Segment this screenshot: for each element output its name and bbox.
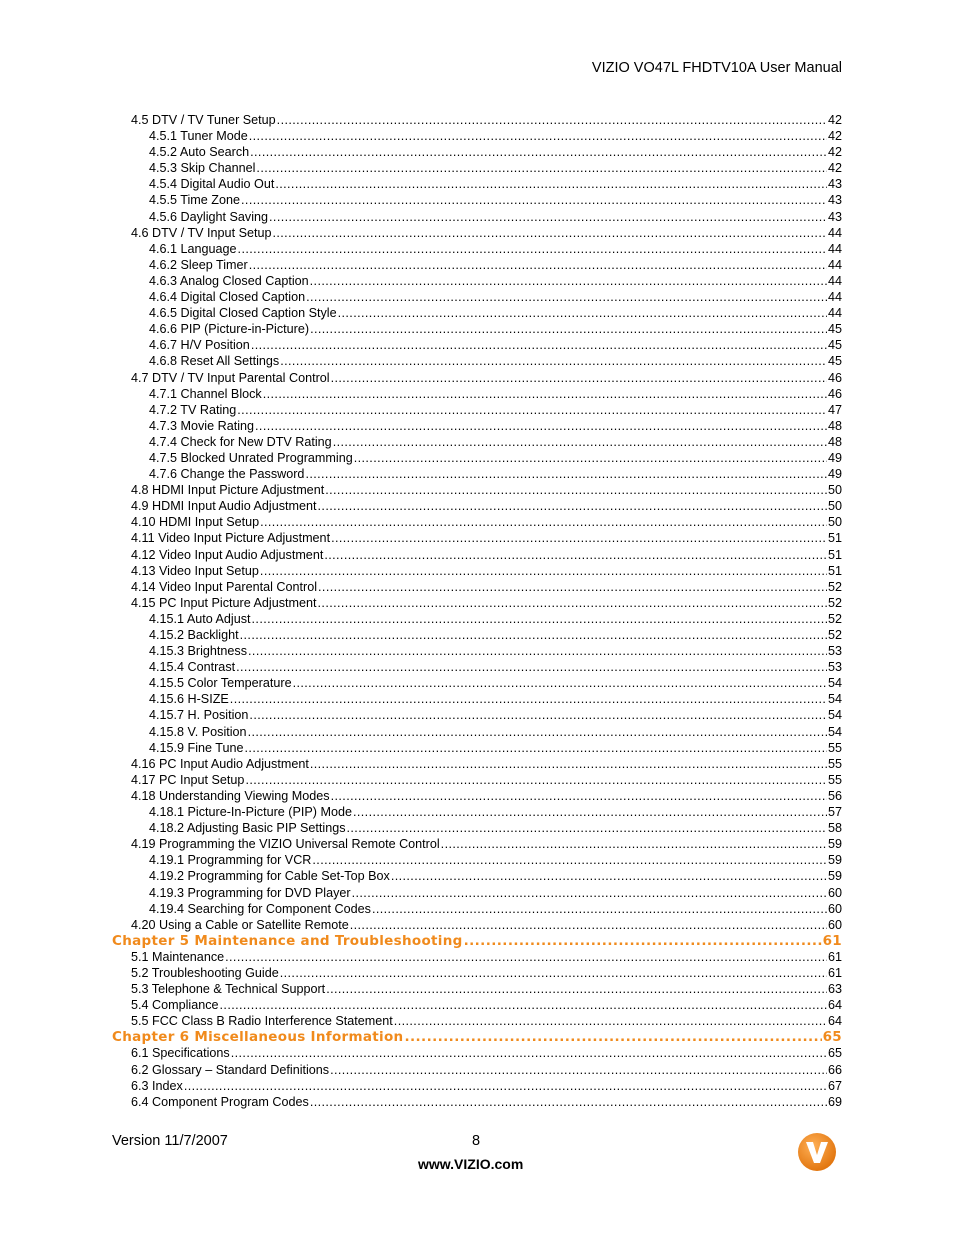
toc-leader-dots <box>352 885 827 901</box>
toc-entry[interactable] <box>112 370 842 386</box>
toc-leader-dots <box>256 160 827 176</box>
toc-entry-title: 4.15.7 H. Position <box>149 708 249 723</box>
toc-entry-page: 54 <box>827 708 842 723</box>
toc-entry[interactable] <box>112 225 842 241</box>
toc-entry[interactable] <box>112 836 842 852</box>
toc-leader-dots <box>245 772 827 788</box>
toc-entry-title: 4.7 DTV / TV Input Parental Control <box>131 370 330 385</box>
toc-entry-page: 60 <box>827 885 842 900</box>
toc-entry-title: 4.15.3 Brightness <box>149 644 248 659</box>
toc-entry-page: 44 <box>827 290 842 305</box>
toc-leader-dots <box>310 1094 827 1110</box>
toc-entry[interactable] <box>112 176 842 192</box>
toc-entry-title: Chapter 5 Maintenance and Troubleshooting <box>112 932 463 949</box>
toc-entry-page: 65 <box>822 1029 842 1046</box>
toc-entry-page: 65 <box>827 1046 842 1061</box>
toc-entry-title: 4.7.6 Change the Password <box>149 467 305 482</box>
toc-entry-title: 4.20 Using a Cable or Satellite Remote <box>131 917 349 932</box>
toc-entry-title: 4.5.5 Time Zone <box>149 193 241 208</box>
toc-entry-page: 44 <box>827 273 842 288</box>
toc-entry-title: 4.7.4 Check for New DTV Rating <box>149 434 332 449</box>
toc-entry[interactable] <box>112 691 842 707</box>
toc-entry-page: 52 <box>827 595 842 610</box>
toc-entry-title: 4.7.1 Channel Block <box>149 386 262 401</box>
toc-leader-dots <box>354 450 827 466</box>
toc-leader-dots <box>237 402 827 418</box>
toc-leader-dots <box>240 627 827 643</box>
toc-entry-title: 4.19.4 Searching for Component Codes <box>149 901 371 916</box>
toc-entry-title: 4.7.3 Movie Rating <box>149 418 255 433</box>
toc-leader-dots <box>260 514 827 530</box>
toc-entry-page: 69 <box>827 1094 842 1109</box>
toc-entry[interactable] <box>112 547 842 563</box>
toc-entry-page: 60 <box>827 901 842 916</box>
toc-entry[interactable] <box>112 965 842 981</box>
footer-url: www.VIZIO.com <box>418 1156 524 1172</box>
toc-leader-dots <box>305 466 827 482</box>
toc-entry-title: 4.13 Video Input Setup <box>131 563 259 578</box>
toc-entry-title: 6.3 Index <box>131 1078 183 1093</box>
toc-entry-title: 4.8 HDMI Input Picture Adjustment <box>131 483 325 498</box>
toc-entry-page: 66 <box>827 1062 842 1077</box>
toc-entry-page: 61 <box>827 965 842 980</box>
toc-entry-title: 4.6.6 PIP (Picture-in-Picture) <box>149 322 310 337</box>
toc-entry-title: 4.14 Video Input Parental Control <box>131 579 318 594</box>
toc-entry-page: 54 <box>827 724 842 739</box>
toc-entry-title: 4.17 PC Input Setup <box>131 772 245 787</box>
toc-entry-page: 61 <box>827 949 842 964</box>
toc-entry-page: 44 <box>827 241 842 256</box>
toc-entry-title: 4.6.8 Reset All Settings <box>149 354 280 369</box>
toc-entry[interactable] <box>112 273 842 289</box>
toc-leader-dots <box>404 1029 821 1045</box>
toc-leader-dots <box>260 563 827 579</box>
toc-entry[interactable] <box>112 418 842 434</box>
toc-entry-page: 60 <box>827 917 842 932</box>
toc-entry[interactable] <box>112 756 842 772</box>
toc-entry[interactable] <box>112 1045 842 1061</box>
toc-entry-page: 51 <box>827 547 842 562</box>
toc-entry-title: Chapter 6 Miscellaneous Information <box>112 1029 404 1046</box>
toc-entry-title: 4.5.2 Auto Search <box>149 145 250 160</box>
toc-entry-page: 55 <box>827 756 842 771</box>
toc-entry-page: 63 <box>827 982 842 997</box>
toc-entry-page: 53 <box>827 644 842 659</box>
toc-entry[interactable] <box>112 981 842 997</box>
toc-leader-dots <box>331 370 827 386</box>
toc-leader-dots <box>230 691 827 707</box>
toc-entry-page: 61 <box>822 932 842 949</box>
toc-entry[interactable] <box>112 289 842 305</box>
toc-leader-dots <box>249 707 827 723</box>
toc-entry-title: 4.5.3 Skip Channel <box>149 161 256 176</box>
toc-leader-dots <box>293 675 827 691</box>
toc-leader-dots <box>310 321 827 337</box>
toc-entry[interactable] <box>112 579 842 595</box>
toc-leader-dots <box>312 852 827 868</box>
toc-leader-dots <box>372 901 827 917</box>
toc-entry-page: 49 <box>827 450 842 465</box>
footer-page-number: 8 <box>472 1133 481 1149</box>
toc-entry-page: 51 <box>827 531 842 546</box>
toc-entry-page: 49 <box>827 467 842 482</box>
toc-entry[interactable] <box>112 804 842 820</box>
toc-entry-page: 53 <box>827 660 842 675</box>
toc-entry[interactable] <box>112 563 842 579</box>
toc-entry-page: 57 <box>827 805 842 820</box>
toc-entry-page: 64 <box>827 1014 842 1029</box>
toc-entry-page: 67 <box>827 1078 842 1093</box>
toc-leader-dots <box>277 112 827 128</box>
toc-entry-page: 45 <box>827 354 842 369</box>
toc-leader-dots <box>310 756 827 772</box>
toc-leader-dots <box>220 997 827 1013</box>
toc-leader-dots <box>263 386 827 402</box>
toc-entry[interactable] <box>112 788 842 804</box>
toc-entry[interactable] <box>112 112 842 128</box>
toc-entry-page: 42 <box>827 145 842 160</box>
toc-entry[interactable] <box>112 643 842 659</box>
toc-entry-title: 6.2 Glossary – Standard Definitions <box>131 1062 330 1077</box>
toc-chapter-entry[interactable] <box>112 933 842 949</box>
toc-entry-title: 4.6.4 Digital Closed Caption <box>149 290 306 305</box>
toc-entry[interactable] <box>112 128 842 144</box>
toc-entry-page: 50 <box>827 499 842 514</box>
toc-entry[interactable] <box>112 820 842 836</box>
toc-entry-page: 59 <box>827 869 842 884</box>
toc-leader-dots <box>231 1045 827 1061</box>
toc-entry[interactable] <box>112 868 842 884</box>
toc-entry[interactable] <box>112 772 842 788</box>
toc-leader-dots <box>184 1078 827 1094</box>
toc-leader-dots <box>252 611 827 627</box>
toc-entry-title: 4.15.2 Backlight <box>149 628 239 642</box>
toc-entry[interactable] <box>112 885 842 901</box>
toc-entry-page: 46 <box>827 370 842 385</box>
toc-entry-title: 4.5.6 Daylight Saving <box>149 209 269 224</box>
toc-leader-dots <box>318 498 827 514</box>
toc-entry-title: 4.5.4 Digital Audio Out <box>149 177 275 192</box>
toc-entry[interactable] <box>112 707 842 723</box>
toc-entry-title: 4.18 Understanding Viewing Modes <box>131 788 330 803</box>
toc-leader-dots <box>306 289 827 305</box>
toc-entry[interactable] <box>112 160 842 176</box>
toc-leader-dots <box>269 209 827 225</box>
toc-entry[interactable] <box>112 1094 842 1110</box>
toc-entry-title: 4.11 Video Input Picture Adjustment <box>131 531 331 546</box>
toc-leader-dots <box>391 868 827 884</box>
toc-leader-dots <box>331 788 827 804</box>
toc-entry[interactable] <box>112 192 842 208</box>
toc-entry[interactable] <box>112 1062 842 1078</box>
toc-entry[interactable] <box>112 901 842 917</box>
toc-leader-dots <box>338 305 827 321</box>
toc-entry-title: 5.2 Troubleshooting Guide <box>131 965 279 980</box>
toc-leader-dots <box>238 241 827 257</box>
toc-entry-page: 44 <box>827 306 842 321</box>
toc-entry[interactable] <box>112 659 842 675</box>
toc-entry[interactable] <box>112 241 842 257</box>
toc-leader-dots <box>236 659 827 675</box>
toc-entry[interactable] <box>112 627 842 643</box>
toc-entry-title: 4.6.1 Language <box>149 241 237 256</box>
toc-leader-dots <box>249 128 827 144</box>
toc-entry-page: 43 <box>827 193 842 208</box>
toc-entry[interactable] <box>112 611 842 627</box>
toc-leader-dots <box>333 434 827 450</box>
toc-entry-page: 55 <box>827 740 842 755</box>
toc-entry-page: 54 <box>827 676 842 691</box>
toc-entry-page: 50 <box>827 483 842 498</box>
toc-entry-page: 59 <box>827 837 842 852</box>
toc-leader-dots <box>255 418 827 434</box>
toc-entry[interactable] <box>112 724 842 740</box>
toc-leader-dots <box>280 353 827 369</box>
toc-entry-page: 52 <box>827 628 842 642</box>
toc-leader-dots <box>326 981 827 997</box>
toc-entry-title: 4.15 PC Input Picture Adjustment <box>131 595 317 610</box>
toc-leader-dots <box>245 740 827 756</box>
toc-entry-page: 51 <box>827 563 842 578</box>
document-header: VIZIO VO47L FHDTV10A User Manual <box>591 60 842 76</box>
toc-entry[interactable] <box>112 1013 842 1029</box>
toc-chapter-entry[interactable] <box>112 1029 842 1045</box>
toc-leader-dots <box>280 965 827 981</box>
toc-leader-dots <box>249 257 827 273</box>
toc-entry-page: 42 <box>827 113 842 127</box>
toc-entry-title: 4.6.2 Sleep Timer <box>149 257 248 272</box>
toc-leader-dots <box>324 547 827 563</box>
toc-leader-dots <box>330 1062 827 1078</box>
toc-entry[interactable] <box>112 530 842 546</box>
toc-entry[interactable] <box>112 305 842 321</box>
toc-entry[interactable] <box>112 209 842 225</box>
toc-entry[interactable] <box>112 386 842 402</box>
toc-entry[interactable] <box>112 1078 842 1094</box>
toc-entry-page: 55 <box>827 772 842 787</box>
toc-entry-page: 43 <box>827 209 842 224</box>
toc-entry[interactable] <box>112 402 842 418</box>
toc-leader-dots <box>394 1013 827 1029</box>
toc-entry[interactable] <box>112 321 842 337</box>
toc-entry-page: 52 <box>827 579 842 594</box>
toc-entry-title: 4.6.5 Digital Closed Caption Style <box>149 306 337 321</box>
toc-entry[interactable] <box>112 482 842 498</box>
toc-entry-page: 64 <box>827 998 842 1013</box>
toc-entry-page: 45 <box>827 338 842 353</box>
toc-entry[interactable] <box>112 949 842 965</box>
toc-entry[interactable] <box>112 353 842 369</box>
toc-entry-title: 5.3 Telephone & Technical Support <box>131 982 326 997</box>
toc-entry-page: 52 <box>827 611 842 626</box>
toc-entry-title: 4.5 DTV / TV Tuner Setup <box>131 113 276 127</box>
toc-entry-page: 56 <box>827 788 842 803</box>
toc-entry-title: 4.6 DTV / TV Input Setup <box>131 225 272 240</box>
toc-entry-title: 4.7.2 TV Rating <box>149 402 237 417</box>
toc-entry-title: 4.15.9 Fine Tune <box>149 740 244 755</box>
toc-entry[interactable] <box>112 917 842 933</box>
toc-leader-dots <box>250 144 827 160</box>
toc-entry[interactable] <box>112 498 842 514</box>
vizio-logo-icon <box>796 1131 838 1173</box>
toc-entry-title: 4.19.3 Programming for DVD Player <box>149 885 351 900</box>
toc-entry-page: 48 <box>827 434 842 449</box>
toc-entry-title: 4.19.2 Programming for Cable Set-Top Box <box>149 869 390 884</box>
toc-entry[interactable] <box>112 144 842 160</box>
toc-entry-title: 4.12 Video Input Audio Adjustment <box>131 547 324 562</box>
toc-entry-title: 5.4 Compliance <box>131 998 219 1013</box>
toc-entry[interactable] <box>112 595 842 611</box>
toc-entry[interactable] <box>112 740 842 756</box>
toc-leader-dots <box>350 917 827 933</box>
toc-entry-title: 4.15.8 V. Position <box>149 724 247 739</box>
toc-leader-dots <box>272 225 827 241</box>
toc-entry-title: 4.9 HDMI Input Audio Adjustment <box>131 499 317 514</box>
toc-entry-title: 5.5 FCC Class B Radio Interference Statement <box>131 1014 393 1029</box>
toc-entry[interactable] <box>112 337 842 353</box>
toc-leader-dots <box>310 273 827 289</box>
toc-entry-page: 48 <box>827 418 842 433</box>
toc-entry-title: 4.6.7 H/V Position <box>149 338 250 353</box>
footer-version: Version 11/7/2007 <box>112 1133 228 1149</box>
toc-leader-dots <box>318 595 827 611</box>
toc-entry-title: 4.15.1 Auto Adjust <box>149 611 251 626</box>
toc-entry-page: 47 <box>827 402 842 417</box>
toc-entry-page: 50 <box>827 515 842 530</box>
toc-leader-dots <box>331 530 827 546</box>
table-of-contents <box>112 112 842 1110</box>
toc-leader-dots <box>441 836 827 852</box>
toc-leader-dots <box>275 176 827 192</box>
toc-entry-page: 44 <box>827 257 842 272</box>
toc-entry-page: 42 <box>827 161 842 176</box>
toc-entry-page: 42 <box>827 129 842 144</box>
toc-entry[interactable] <box>112 450 842 466</box>
toc-entry[interactable] <box>112 514 842 530</box>
toc-leader-dots <box>347 820 827 836</box>
toc-entry[interactable] <box>112 675 842 691</box>
toc-entry-page: 58 <box>827 821 842 836</box>
toc-entry-title: 4.5.1 Tuner Mode <box>149 129 248 144</box>
toc-entry-page: 59 <box>827 853 842 868</box>
toc-entry-title: 4.6.3 Analog Closed Caption <box>149 273 309 288</box>
toc-entry-page: 44 <box>827 225 842 240</box>
toc-entry-title: 4.19 Programming the VIZIO Universal Remote Control <box>131 837 440 852</box>
toc-entry[interactable] <box>112 997 842 1013</box>
toc-leader-dots <box>248 643 827 659</box>
toc-entry-title: 4.19.1 Programming for VCR <box>149 853 312 868</box>
toc-leader-dots <box>225 949 827 965</box>
toc-entry-title: 4.15.4 Contrast <box>149 660 236 675</box>
toc-entry-title: 4.15.6 H-SIZE <box>149 692 229 707</box>
toc-leader-dots <box>248 724 827 740</box>
toc-entry-page: 46 <box>827 386 842 401</box>
toc-leader-dots <box>464 933 822 949</box>
toc-entry[interactable] <box>112 434 842 450</box>
toc-entry-page: 43 <box>827 177 842 192</box>
toc-entry-title: 4.18.2 Adjusting Basic PIP Settings <box>149 821 346 836</box>
toc-entry-page: 54 <box>827 692 842 707</box>
toc-entry[interactable] <box>112 466 842 482</box>
toc-entry-title: 6.4 Component Program Codes <box>131 1094 309 1109</box>
toc-entry[interactable] <box>112 257 842 273</box>
toc-leader-dots <box>241 192 827 208</box>
toc-leader-dots <box>353 804 827 820</box>
toc-leader-dots <box>251 337 827 353</box>
toc-entry-title: 4.18.1 Picture-In-Picture (PIP) Mode <box>149 805 352 820</box>
toc-leader-dots <box>325 482 827 498</box>
toc-entry-title: 4.7.5 Blocked Unrated Programming <box>149 450 353 465</box>
toc-entry-title: 4.10 HDMI Input Setup <box>131 515 260 530</box>
toc-entry-title: 6.1 Specifications <box>131 1046 230 1061</box>
toc-entry-title: 4.15.5 Color Temperature <box>149 676 292 691</box>
toc-entry-title: 5.1 Maintenance <box>131 949 225 964</box>
toc-leader-dots <box>318 579 827 595</box>
toc-entry-page: 45 <box>827 322 842 337</box>
toc-entry-title: 4.16 PC Input Audio Adjustment <box>131 756 309 771</box>
toc-entry[interactable] <box>112 852 842 868</box>
